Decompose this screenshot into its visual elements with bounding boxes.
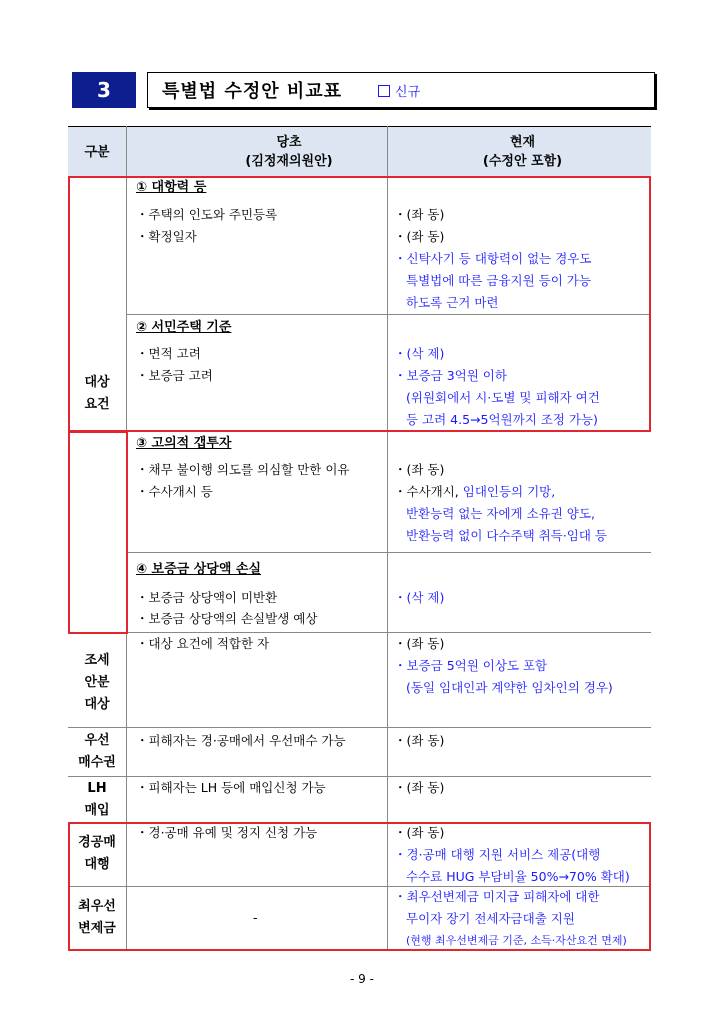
row-divider bbox=[126, 552, 651, 553]
original-item: ・경·공매 유예 및 정지 신청 가능 bbox=[136, 825, 318, 840]
row-label-lh: LH 매입 bbox=[84, 781, 110, 818]
original-item: ・보증금 상당액의 손실발생 예상 bbox=[136, 611, 318, 626]
header-original: 당초 (김정재의원안) bbox=[245, 135, 333, 169]
current-item: ・(좌 동) bbox=[394, 229, 445, 244]
original-item: ・보증금 상당액이 미반환 bbox=[136, 590, 278, 605]
current-item: ・수사개시, 임대인등의 기망, bbox=[394, 484, 556, 499]
section-title-box bbox=[147, 72, 655, 108]
subsection-title: ④ 보증금 상당액 손실 bbox=[136, 562, 262, 577]
highlight-box-3 bbox=[68, 822, 651, 951]
subsection-title: ③ 고의적 갭투자 bbox=[136, 436, 232, 451]
current-item-new: (현행 최우선변제금 기준, 소득·자산요건 면제) bbox=[406, 934, 627, 947]
current-item-new: 반환능력 없는 자에게 소유권 양도, bbox=[406, 506, 595, 521]
current-item-new: 특별법에 따른 금융지원 등이 가능 bbox=[406, 273, 591, 288]
subsection-title: ① 대항력 등 bbox=[136, 180, 207, 195]
original-item: ・대상 요건에 적합한 자 bbox=[136, 636, 270, 651]
row-label-auction: 경공매 대행 bbox=[78, 835, 116, 872]
original-item: ・피해자는 경·공매에서 우선매수 가능 bbox=[136, 733, 346, 748]
current-item: ・(좌 동) bbox=[394, 733, 445, 748]
row-divider bbox=[68, 776, 651, 777]
current-item-new: ・(삭 제) bbox=[394, 590, 445, 605]
highlight-box-2 bbox=[68, 431, 128, 634]
header-category: 구분 bbox=[84, 144, 110, 160]
original-item: ・피해자는 LH 등에 매입신청 가능 bbox=[136, 780, 326, 795]
square-icon bbox=[378, 85, 390, 97]
original-item: - bbox=[253, 910, 258, 925]
current-item-new: ・보증금 5억원 이상도 포함 bbox=[394, 658, 548, 673]
current-item-new: 무이자 장기 전세자금대출 지원 bbox=[406, 911, 575, 926]
original-item: ・주택의 인도와 주민등록 bbox=[136, 207, 278, 222]
current-item-new: 반환능력 없이 다수주택 취득·임대 등 bbox=[406, 528, 607, 543]
current-item-new: ・보증금 3억원 이하 bbox=[394, 368, 507, 383]
current-item-new: ・최우선변제금 미지급 피해자에 대한 bbox=[394, 889, 600, 904]
header-current: 현재 (수정안 포함) bbox=[482, 135, 563, 169]
subsection-title: ② 서민주택 기준 bbox=[136, 320, 232, 335]
row-label-top-priority: 최우선 변제금 bbox=[78, 899, 116, 936]
current-item-new: (위원회에서 시·도별 및 피해자 여건 bbox=[406, 390, 600, 405]
current-item: ・(좌 동) bbox=[394, 207, 445, 222]
row-label-eligibility: 대상 요건 bbox=[84, 375, 110, 412]
row-label-priority-purchase: 우선 매수권 bbox=[78, 733, 116, 770]
current-item: ・(좌 동) bbox=[394, 636, 445, 651]
table-header bbox=[68, 126, 651, 178]
row-label-tax: 조세 안분 대상 bbox=[84, 653, 110, 712]
original-item: ・보증금 고려 bbox=[136, 368, 213, 383]
section-title: 특별법 수정안 비교표 bbox=[162, 81, 343, 102]
original-item: ・면적 고려 bbox=[136, 346, 201, 361]
section-number: 3 bbox=[72, 72, 136, 108]
current-item: ・(좌 동) bbox=[394, 462, 445, 477]
row-divider bbox=[68, 727, 651, 728]
current-item-new: 하도록 근거 마련 bbox=[406, 295, 499, 310]
current-item: ・(좌 동) bbox=[394, 780, 445, 795]
new-label: 신규 bbox=[378, 81, 420, 100]
original-item: ・확정일자 bbox=[136, 229, 197, 244]
current-item-new: ・경·공매 대행 지원 서비스 제공(대행 bbox=[394, 847, 601, 862]
current-item-new: 등 고려 4.5→5억원까지 조정 가능) bbox=[406, 412, 598, 427]
current-item-new: (동일 임대인과 계약한 임차인의 경우) bbox=[406, 680, 613, 695]
page-number: - 9 - bbox=[350, 972, 374, 986]
original-item: ・수사개시 등 bbox=[136, 484, 213, 499]
current-item: ・(좌 동) bbox=[394, 825, 445, 840]
original-item: ・채무 불이행 의도를 의심할 만한 이유 bbox=[136, 462, 350, 477]
current-item-new: ・신탁사기 등 대항력이 없는 경우도 bbox=[394, 251, 592, 266]
current-item-new: 수수료 HUG 부담비율 50%→70% 확대) bbox=[406, 869, 630, 884]
current-item-new: ・(삭 제) bbox=[394, 346, 445, 361]
row-divider bbox=[68, 632, 651, 633]
